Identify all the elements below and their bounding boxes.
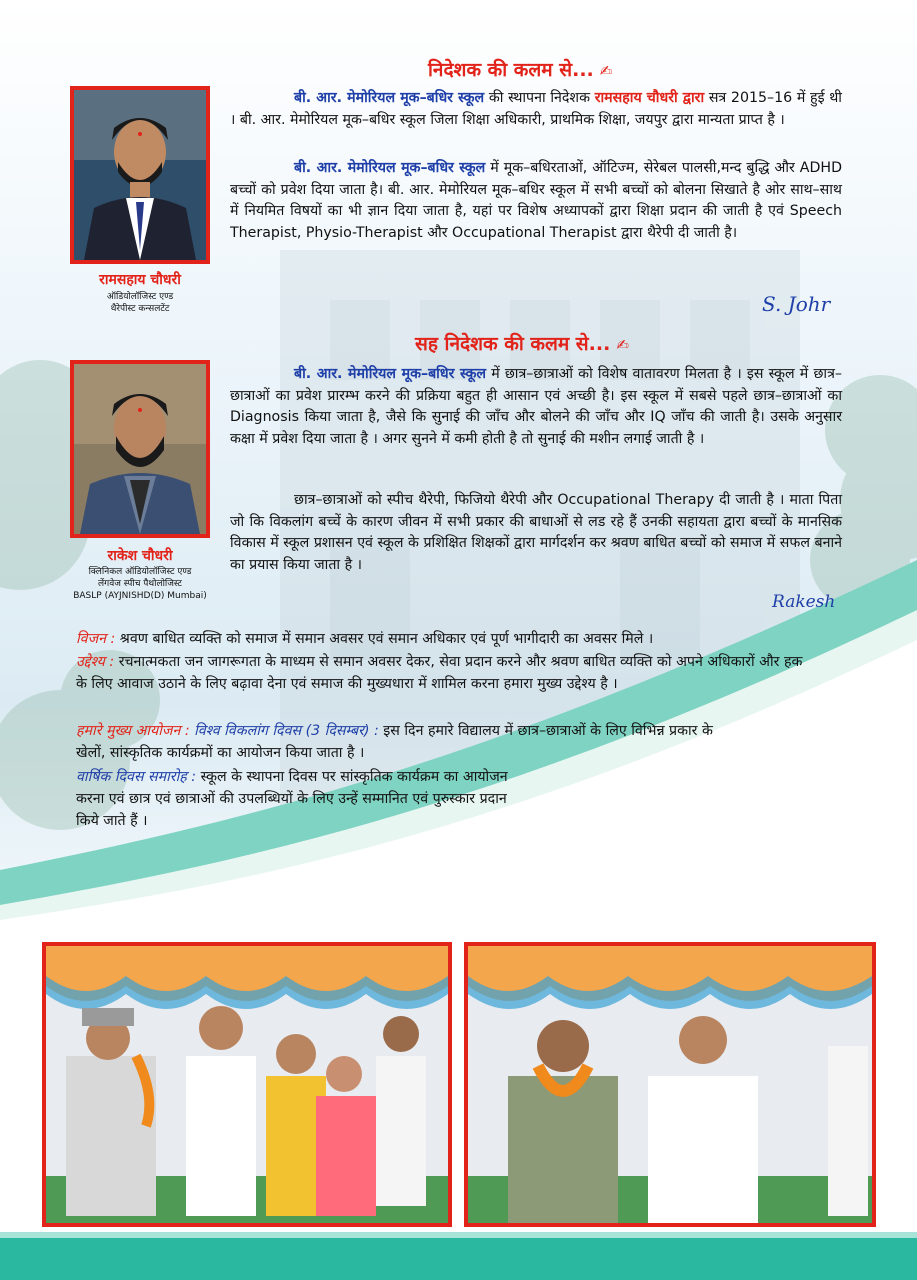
director-heading [428,56,612,82]
school-name: बी. आर. मेमोरियल मूक–बधिर स्कूल [294,90,485,106]
co-director-role-line1: क्लिनिकल ऑडियोलॉजिस्ट एण्ड [88,567,192,577]
director-photo [70,86,210,264]
co-director-heading-text: सह निदेशक की कलम से... [415,333,611,355]
text-fragment: में मूक–बधिरताओं, ऑटिज्म, सेरेबल पालसी,मन्द बुद्धि और ADHD बच्चों को प्रवेश दिया जाता है। बी. आर. मेमोरियल मूक–बधिर स्कूल में सभी बच्चों को बोलना सिखाते है ओर साथ–साथ में नियमित विषयों का भी ज्ञान दिया जाता है, यहां पर विशेष अध्यापकों द्वारा शिक्षा प्रदान की जाती है एवं Speech Therapist, Physio-Therapist और Occupational Therapist द्वारा थैरेपी दी जाती है। [230,160,842,241]
school-name: बी. आर. मेमोरियल मूक–बधिर स्कूल [294,366,487,382]
school-name: बी. आर. मेमोरियल मूक–बधिर स्कूल [294,160,486,176]
text-fragment: की स्थापना निदेशक [484,90,595,106]
text-fragment: सत्र 2015–16 में हुई थी । बी. आर. मेमोरियल मूक–बधिर स्कूल जिला शिक्षा अधिकारी, प्राथमिक शिक्षा, जयपुर द्वारा मान्यता प्राप्त है । [230,90,842,128]
co-director-role-line2: लेंगवेज स्पीच पैथोलोजिस्ट [98,579,182,589]
event-photo-right [464,942,876,1227]
director-role-line2: थैरेपीस्ट कन्सलटेंट [110,304,170,314]
pen-icon: ✍ [599,62,613,80]
text-fragment: में छात्र–छात्राओं को विशेष वातावरण मिलता है । इस स्कूल में छात्र–छात्राओं का प्रवेश प्रारम्भ करने की प्रक्रिया बहुत ही आसान एवं अच्छी है। इस स्कूल में सबसे पहले छात्र–छात्राओं का Diagnosis किया जाता है, जैसे कि सुनाई की जाँच और बोलने की जाँच और IQ जाँच की जाती है। उसके अनुसार कक्षा में प्रवेश दिया जाता है । अगर सुनने में कमी होती है तो सुनाई की मशीन लगाई जाती है । [230,366,842,447]
director-heading-text: निदेशक की कलम से... [428,59,594,81]
text-fragment: छात्र–छात्राओं को स्पीच थैरेपी, फिजियो थैरेपी और Occupational Therapy दी जाती है । माता पिता जो कि विकलांग बच्चें के कारण जीवन में सभी प्रकार की बाधाओं से लड रहे हैं उनकी सहायता द्वारा बच्चों के मानसिक विकास में स्कूल प्रशासन एवं स्कूल के प्रशिक्षित शिक्षकों द्वारा मार्गदर्शन कर श्रवण बाधित बच्चों को समाज में सफल बनाने का प्रयास किया जाता है । [230,492,842,573]
director-signature: S. Johr [762,292,831,316]
pen-icon: ✍ [616,336,629,354]
co-director-paragraph-1 [230,364,842,450]
director-name: रामसहाय चौधरी [99,272,181,288]
events-text: इस दिन हमारे विद्यालय में छात्र–छात्राओं के लिए विभिन्न प्रकार के खेलों, सांस्कृतिक कार्यक्रमों का आयोजन किया जाता है । [76,723,713,761]
director-role [60,291,220,315]
objective-statement [76,651,806,695]
annual-day-statement [76,766,516,832]
director-paragraph-2 [230,158,842,244]
events-statement [76,720,736,764]
objective-text: रचनात्मकता जन जागरूगता के माध्यम से समान अवसर देकर, सेवा प्रदान करने और श्रवण बाधित व्यक्ति को अपने अधिकारों और हक के लिए आवाज उठाने के लिए बढ़ावा देना एवं समाज की मुख्यधारा में शामिल करना हमारा मुख्य उद्देश्य है । [76,654,803,692]
director-paragraph-1 [230,88,842,131]
objective-label: उद्देश्य : [76,654,115,670]
co-director-role [56,566,224,602]
co-director-paragraph-2 [230,490,842,576]
co-director-name: राकेश चौधरी [107,548,173,564]
annual-day-text: स्कूल के स्थापना दिवस पर सांस्कृतिक कार्यक्रम का आयोजन करना एवं छात्र एवं छात्राओं की उपलब्धियों के लिए उन्हें सम्मानित एवं पुरुस्कार प्रदान किये जाते हैं । [76,769,508,829]
director-role-line1: ऑडियोलॉजिस्ट एण्ड [106,292,174,302]
co-director-signature: Rakesh [772,592,836,612]
event-photo-left [42,942,452,1227]
co-director-photo [70,360,210,538]
annual-day-label: वार्षिक दिवस समारोह : [76,769,197,785]
events-label: हमारे मुख्य आयोजन : [76,723,190,739]
co-director-heading [415,330,629,356]
founder-name: रामसहाय चौधरी द्वारा [594,90,705,106]
vision-text: श्रवण बाधित व्यक्ति को समाज में समान अवसर एवं समान अधिकार एवं पूर्ण भागीदारी का अवसर मिले । [115,631,654,647]
vision-statement [76,628,836,650]
vision-label: विजन : [76,631,116,647]
events-day: विश्व विकलांग दिवस (3 दिसम्बर) : [189,723,379,739]
co-director-role-line3: BASLP (AYJNISHD(D) Mumbai) [73,591,207,601]
